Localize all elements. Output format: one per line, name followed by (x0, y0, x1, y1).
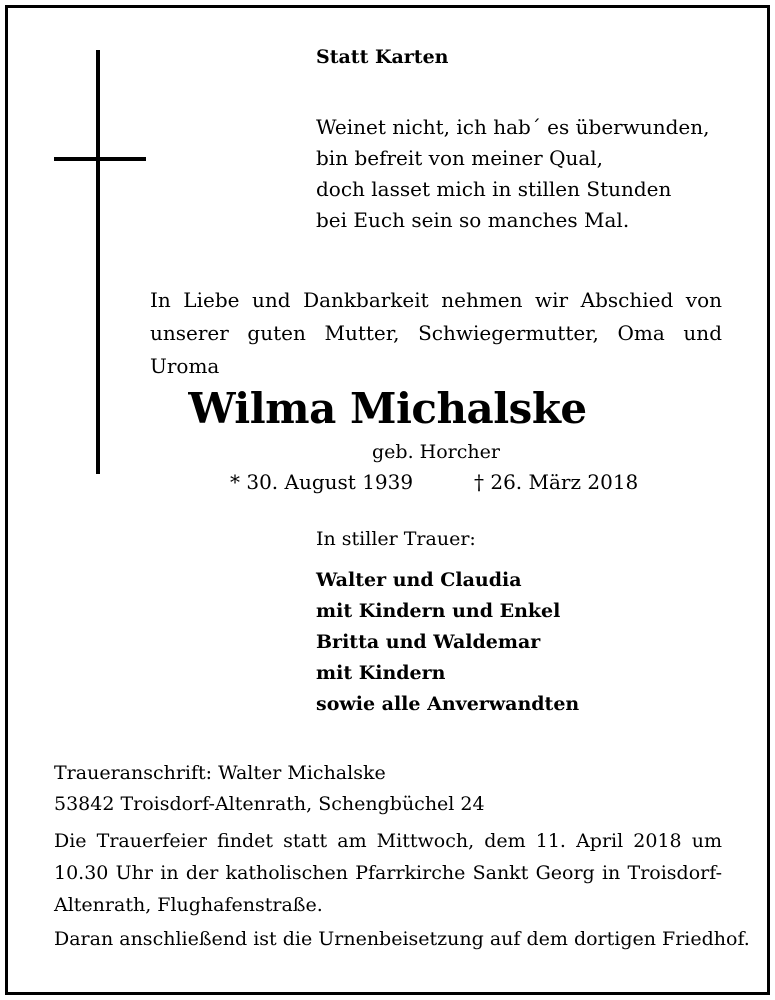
mourner-line: mit Kindern (316, 662, 446, 684)
mourners-list (316, 565, 579, 720)
header-label: Statt Karten (316, 46, 449, 68)
intro-text (150, 284, 722, 383)
address-line: 53842 Troisdorf-Altenrath, Schengbüchel 24 (54, 793, 485, 815)
mourning-address (54, 758, 485, 820)
maiden-name: geb. Horcher (372, 441, 500, 463)
poem-line: Weinet nicht, ich hab´ es überwunden, (316, 115, 710, 139)
closing-note: Daran anschließend ist die Urnenbeisetzung auf dem dortigen Friedhof. (54, 928, 750, 950)
cross-icon-bar (54, 157, 146, 161)
intro-line: In Liebe und Dankbarkeit nehmen wir Abschied von (150, 288, 722, 312)
deceased-name: Wilma Michalske (188, 384, 587, 433)
service-info (54, 825, 722, 921)
address-line: Traueranschrift: Walter Michalske (54, 762, 386, 784)
mourner-line: mit Kindern und Enkel (316, 600, 561, 622)
poem (316, 112, 709, 236)
service-line: Die Trauerfeier findet statt am Mittwoch, dem 11. April 2018 um (54, 830, 722, 852)
mourning-heading: In stiller Trauer: (316, 528, 476, 550)
mourner-line: sowie alle Anverwandten (316, 693, 580, 715)
death-date: † 26. März 2018 (474, 470, 639, 494)
intro-line: unserer guten Mutter, Schwiegermutter, Oma und Uroma (150, 321, 722, 378)
birth-date: * 30. August 1939 (230, 470, 414, 494)
mourner-line: Walter und Claudia (316, 569, 522, 591)
poem-line: doch lasset mich in stillen Stunden (316, 177, 672, 201)
poem-line: bei Euch sein so manches Mal. (316, 208, 630, 232)
service-line: Altenrath, Flughafenstraße. (54, 894, 323, 916)
poem-line: bin befreit von meiner Qual, (316, 146, 604, 170)
service-line: 10.30 Uhr in der katholischen Pfarrkirche Sankt Georg in Troisdorf- (54, 862, 722, 884)
mourner-line: Britta und Waldemar (316, 631, 541, 653)
